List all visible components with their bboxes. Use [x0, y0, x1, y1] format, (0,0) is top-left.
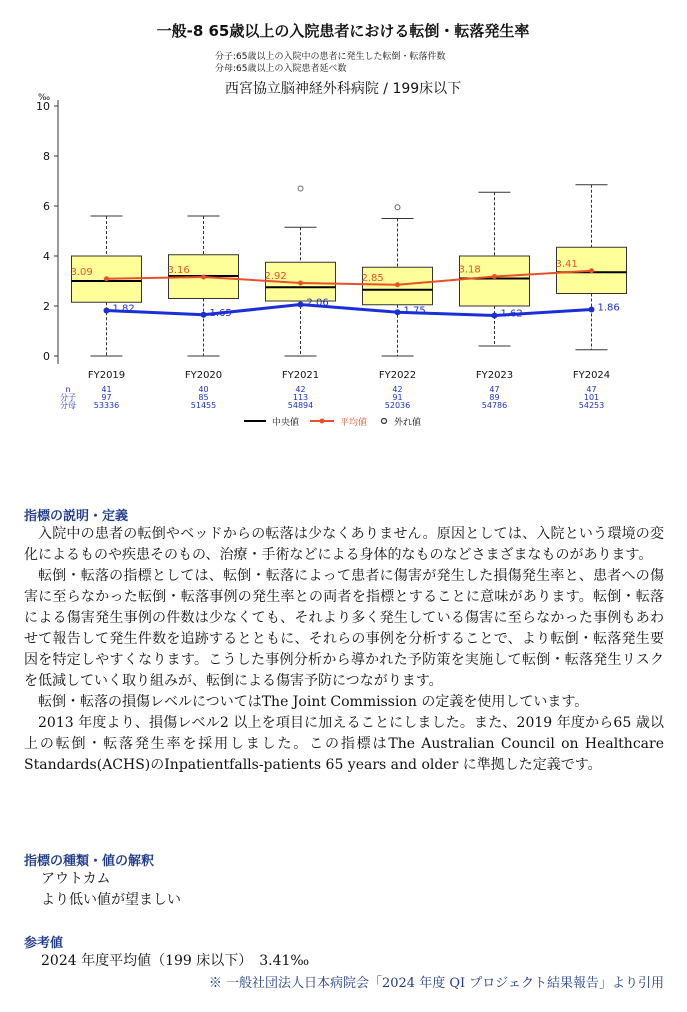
mean-label-2: 2.92 — [264, 271, 287, 282]
x-tick-label-3: FY2022 — [378, 370, 417, 381]
series-point-0-4 — [492, 274, 497, 279]
hospital-label-3: 1.75 — [403, 305, 426, 317]
reference-value: 2024 年度平均値（199 床以下） 3.41‰ — [41, 953, 310, 969]
chart-hospital-label: 西宮協立脳神経外科病院 / 199床以下 — [224, 81, 462, 97]
table-cell-4-1: 89 — [489, 393, 500, 402]
definition-paragraph-3: 転倒・転落の損傷レベルについてはThe Joint Commission の定義を使用しています。 — [38, 694, 589, 710]
x-tick-label-5: FY2024 — [572, 370, 611, 381]
table-cell-0-1: 97 — [101, 393, 112, 402]
series-point-1-2 — [298, 302, 304, 308]
section-type — [24, 850, 664, 911]
series-point-1-3 — [395, 309, 401, 315]
table-row-label-2: 分母 — [60, 401, 76, 410]
table-cell-5-1: 101 — [583, 393, 600, 402]
series-point-0-0 — [104, 276, 109, 281]
mean-label-3: 2.85 — [361, 272, 384, 284]
series-point-1-4 — [492, 313, 498, 319]
series-point-0-2 — [298, 281, 303, 286]
series-point-1-5 — [589, 307, 595, 313]
x-tick-label-2: FY2021 — [281, 370, 320, 381]
section-definition — [24, 505, 664, 776]
table-row-label-1: 分子 — [60, 393, 76, 402]
chart-title: 一般-8 65歳以上の入院患者における転倒・転落発生率 — [156, 22, 530, 40]
table-cell-4-0: 47 — [489, 385, 500, 394]
table-cell-5-0: 47 — [586, 385, 597, 394]
legend-mean-dot — [320, 419, 325, 424]
y-tick-label-6: 6 — [43, 200, 50, 213]
table-cell-3-1: 91 — [392, 393, 403, 402]
mean-label-0: 3.09 — [70, 266, 93, 278]
outlier-2-0 — [298, 186, 303, 191]
type-line-2: より低い値が望ましい — [41, 892, 181, 908]
table-cell-1-0: 40 — [198, 385, 209, 394]
table-cell-2-0: 42 — [295, 385, 306, 394]
table-cell-2-2: 54894 — [287, 401, 314, 410]
table-cell-3-2: 52036 — [384, 401, 411, 410]
table-cell-1-1: 85 — [198, 393, 209, 402]
x-tick-label-4: FY2023 — [475, 370, 514, 381]
section-type-heading: 指標の種類・値の解釈 — [24, 854, 155, 869]
table-row-label-0: n — [65, 385, 71, 394]
series-point-1-0 — [104, 308, 110, 314]
hospital-label-5: 1.86 — [597, 302, 620, 314]
table-cell-1-2: 51455 — [190, 401, 217, 410]
section-definition-heading: 指標の説明・定義 — [24, 509, 129, 524]
section-reference — [24, 932, 664, 991]
legend-outlier-swatch — [382, 419, 387, 424]
chart-subtitle-1: 分母:65歳以上の入院患者延べ数 — [215, 64, 347, 74]
mean-label-5: 3.41 — [555, 258, 578, 270]
boxplot-chart — [0, 0, 687, 440]
y-tick-label-2: 2 — [43, 300, 50, 313]
type-line-1: アウトカム — [41, 871, 111, 887]
y-tick-label-0: 0 — [43, 350, 50, 363]
hospital-label-1: 1.65 — [209, 307, 232, 319]
hospital-label-4: 1.62 — [500, 308, 523, 320]
y-axis-unit: ‰ — [38, 93, 51, 103]
series-point-1-1 — [201, 312, 207, 318]
y-tick-label-8: 8 — [43, 150, 50, 163]
definition-paragraph-4: 2013 年度より、損傷レベル2 以上を項目に加えることにしました。また、2019 年度から65 歳以上の転倒・転落発生率を採用しました。この指標はThe Australian Council on Healthcare Standards(ACHS)のInpatientfalls-patients 65 years and older に準拠した定義です。 — [24, 715, 664, 773]
table-cell-0-2: 53336 — [93, 401, 120, 410]
outlier-3-0 — [395, 205, 400, 210]
x-tick-label-1: FY2020 — [184, 370, 223, 381]
x-tick-label-0: FY2019 — [87, 370, 126, 381]
table-cell-5-2: 54253 — [578, 401, 605, 410]
hospital-label-2: 2.06 — [306, 297, 329, 309]
reference-note: ※ 一般社団法人日本病院会「2024 年度 QI プロジェクト結果報告」より引用 — [208, 976, 664, 991]
legend-outlier-label: 外れ値 — [394, 418, 422, 428]
series-point-0-5 — [589, 268, 594, 273]
legend-median-label: 中央値 — [272, 418, 300, 428]
series-point-0-3 — [395, 282, 400, 287]
mean-label-1: 3.16 — [167, 265, 190, 276]
table-cell-3-0: 42 — [392, 385, 403, 394]
section-reference-heading: 参考値 — [24, 936, 64, 951]
series-point-0-1 — [201, 275, 206, 280]
hospital-label-0: 1.82 — [112, 303, 135, 315]
box-4 — [460, 256, 530, 306]
y-tick-label-10: 10 — [36, 100, 50, 113]
y-tick-label-4: 4 — [43, 250, 50, 263]
chart-subtitle-0: 分子:65歳以上の入院中の患者に発生した転倒・転落件数 — [215, 52, 446, 62]
table-cell-4-2: 54786 — [481, 401, 508, 410]
table-cell-0-0: 41 — [101, 385, 112, 394]
legend-mean-label: 平均値 — [340, 418, 368, 428]
mean-label-4: 3.18 — [458, 264, 481, 276]
definition-paragraph-1: 入院中の患者の転倒やベッドからの転落は少なくありません。原因としては、入院という環境の変化によるものや疾患そのもの、治療・手術などによる身体的なものなどさまざまなものがあります。 — [24, 526, 664, 563]
definition-paragraph-2: 転倒・転落の指標としては、転倒・転落によって患者に傷害が発生した損傷発生率と、患者への傷害に至らなかった転倒・転落事例の発生率との両者を指標とすることに意味があります。転倒・転落による傷害発生事例の件数は少なくても、それより多く発生している傷害に至らなかった事例もあわせて報告して発生件数を追跡するとともに、それらの事例を分析することで、より転倒・転落発生要因を特定しやすくなります。こうした事例分析から導かれた予防策を実施して転倒・転落発生リスクを低減していく取り組みが、転倒による傷害予防につながります。 — [24, 568, 664, 689]
table-cell-2-1: 113 — [292, 393, 309, 402]
